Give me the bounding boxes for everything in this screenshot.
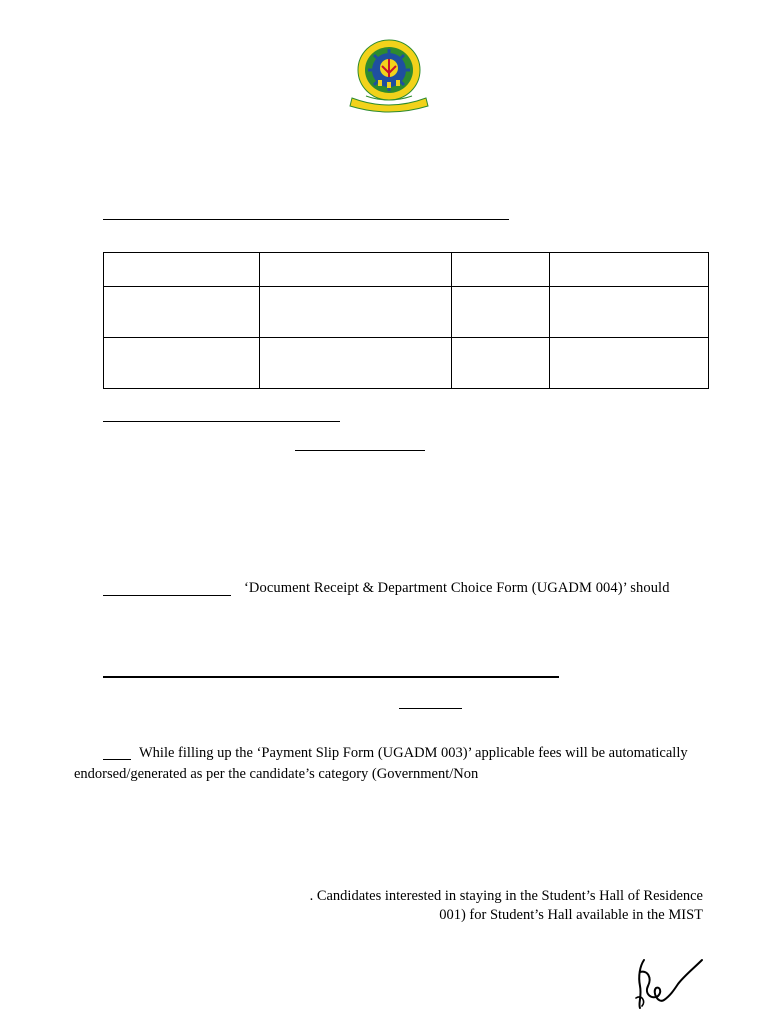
table-cell xyxy=(550,338,709,389)
table-cell xyxy=(550,287,709,338)
table-cell xyxy=(260,287,452,338)
table-header-row xyxy=(104,253,709,287)
title-underline xyxy=(103,219,509,220)
table-cell xyxy=(260,338,452,389)
heading-underline xyxy=(103,421,340,422)
heading-underline xyxy=(295,450,425,451)
info-table xyxy=(103,252,709,389)
payment-text-line1: While filling up the ‘Payment Slip Form (UGADM 003)’ applicable fees will be automatically xyxy=(139,745,688,761)
table-cell xyxy=(104,287,260,338)
signature-image xyxy=(630,952,706,1014)
table-cell xyxy=(260,253,452,287)
table-cell xyxy=(104,253,260,287)
table-cell xyxy=(452,338,550,389)
table-row xyxy=(104,338,709,389)
table-cell xyxy=(550,253,709,287)
document-receipt-text: ‘Document Receipt & Department Choice Form (UGADM 004)’ should xyxy=(244,580,670,596)
payment-text-line2: endorsed/generated as per the candidate’s category (Government/Non xyxy=(74,766,479,782)
section-underline xyxy=(103,676,559,678)
table-cell xyxy=(104,338,260,389)
table-row xyxy=(104,287,709,338)
table-cell xyxy=(452,287,550,338)
blank-underline xyxy=(103,595,231,596)
hall-text-line2: 001) for Student’s Hall available in the MIST xyxy=(439,907,703,923)
short-underline xyxy=(399,708,462,709)
mist-crest-logo xyxy=(346,36,432,114)
table-cell xyxy=(452,253,550,287)
blank-underline xyxy=(103,759,131,760)
hall-text-line1: . Candidates interested in staying in the Student’s Hall of Residence xyxy=(309,888,703,904)
